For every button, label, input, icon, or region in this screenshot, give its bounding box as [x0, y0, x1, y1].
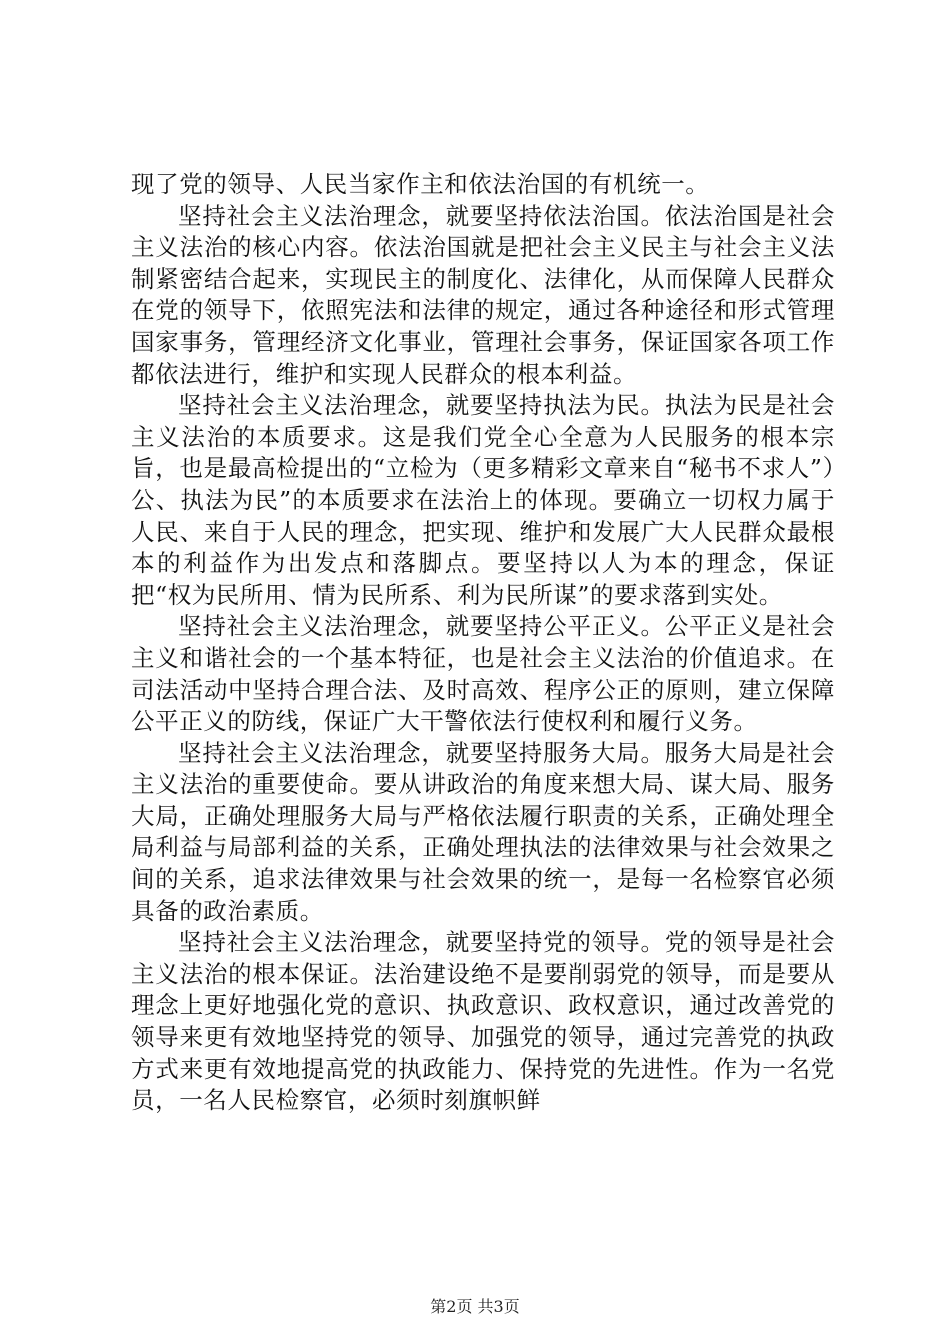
body-text: [131, 169, 835, 1117]
page-number-footer: 第2页 共3页: [430, 1297, 520, 1316]
paragraph-serve-people: 坚持社会主义法治理念，就要坚持执法为民。执法为民是社会主义法治的本质要求。这是我们党全心全意为人民服务的根本宗旨，也是最高检提出的“立检为（更多精彩文章来自“秘书不求人”）公、执法为民”的本质要求在法治上的体现。要确立一切权力属于人民、来自于人民的理念，把实现、维护和发展广大人民群众最根本的利益作为出发点和落脚点。要坚持以人为本的理念，保证把“权为民所用、情为民所系、利为民所谋”的要求落到实处。: [131, 391, 835, 609]
paragraph-serve-overall: 坚持社会主义法治理念，就要坚持服务大局。服务大局是社会主义法治的重要使命。要从讲政治的角度来想大局、谋大局、服务大局，正确处理服务大局与严格依法履行职责的关系，正确处理全局利益与局部利益的关系，正确处理执法的法律效果与社会效果之间的关系，追求法律效果与社会效果的统一，是每一名检察官必须具备的政治素质。: [131, 738, 835, 925]
paragraph-continuation: 现了党的领导、人民当家作主和依法治国的有机统一。: [131, 170, 710, 198]
paragraph-fairness-justice: 坚持社会主义法治理念，就要坚持公平正义。公平正义是社会主义和谐社会的一个基本特征，也是社会主义法治的价值追求。在司法活动中坚持合理合法、及时高效、程序公正的原则，建立保障公平正义的防线，保证广大干警依法行使权利和履行义务。: [131, 612, 835, 736]
paragraph-party-leadership: 坚持社会主义法治理念，就要坚持党的领导。党的领导是社会主义法治的根本保证。法治建设绝不是要削弱党的领导，而是要从理念上更好地强化党的意识、执政意识、政权意识，通过改善党的领导来更有效地坚持党的领导、加强党的领导，通过完善党的执政方式来更有效地提高党的执政能力、保持党的先进性。作为一名党员，一名人民检察官，必须时刻旗帜鲜: [131, 928, 835, 1115]
paragraph-rule-of-law: 坚持社会主义法治理念，就要坚持依法治国。依法治国是社会主义法治的核心内容。依法治国就是把社会主义民主与社会主义法制紧密结合起来，实现民主的制度化、法律化，从而保障人民群众在党的领导下，依照宪法和法律的规定，通过各种途径和形式管理国家事务，管理经济文化事业，管理社会事务，保证国家各项工作都依法进行，维护和实现人民群众的根本利益。: [131, 201, 835, 388]
